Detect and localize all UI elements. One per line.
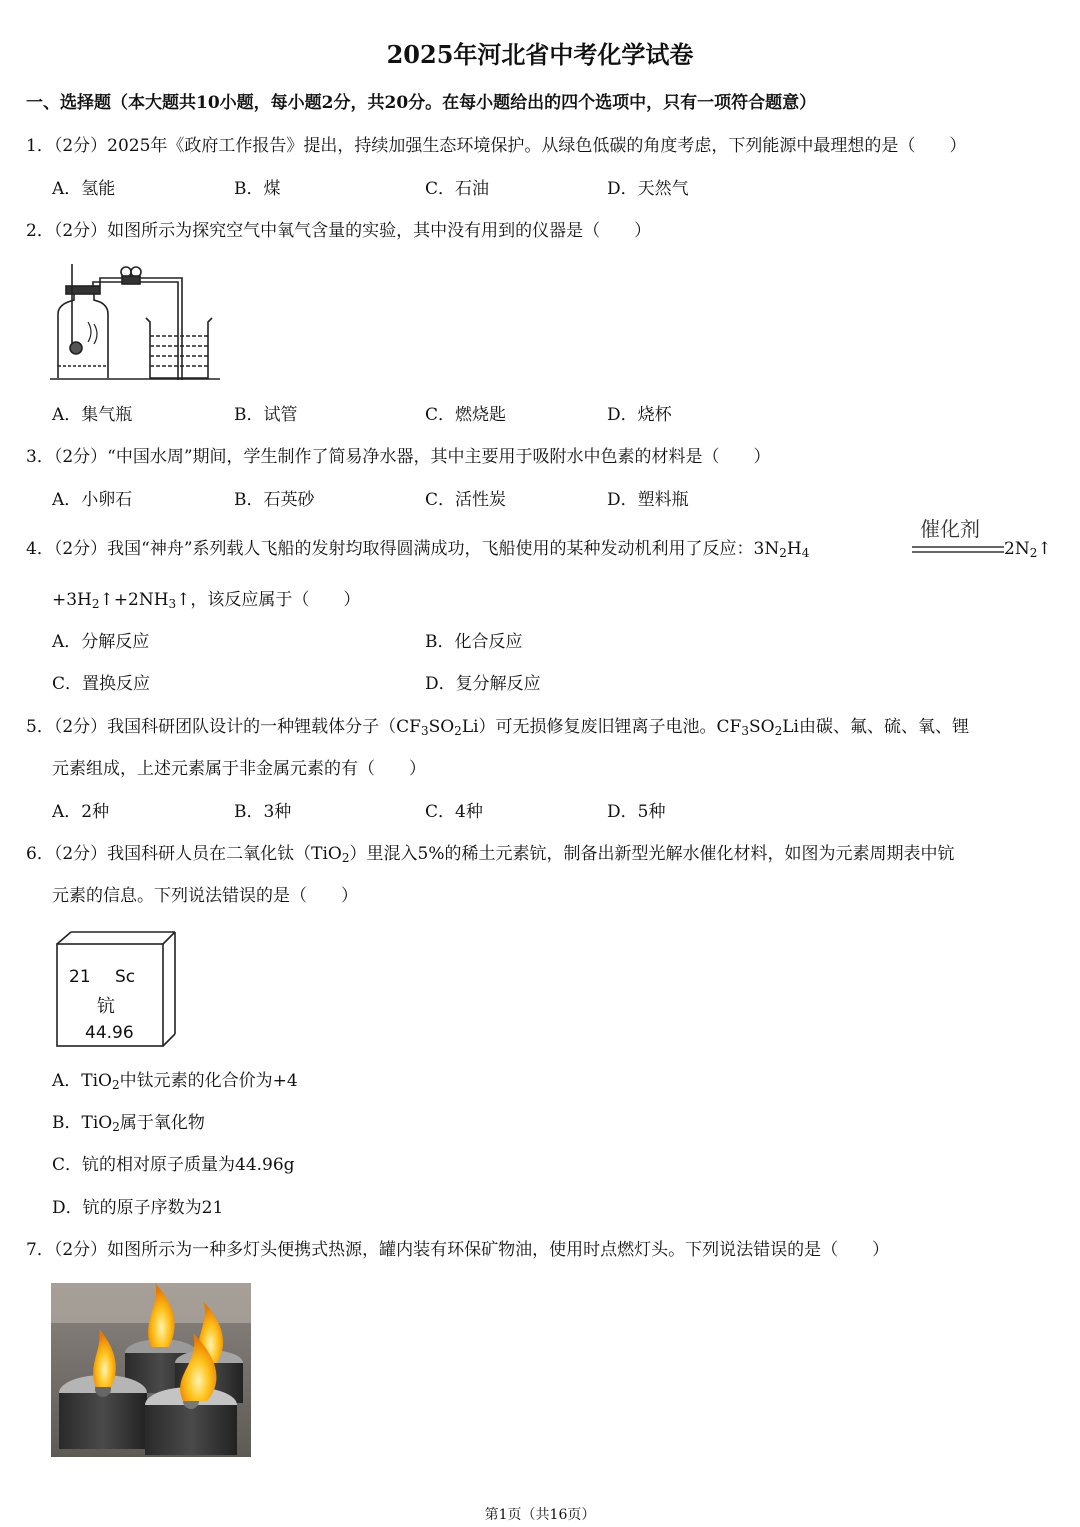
q1-option-c: C．石油 <box>425 179 490 199</box>
q5-option-b: B．3种 <box>234 802 292 822</box>
reaction-equals-sign <box>912 545 1004 555</box>
question-5-stem-line1: 5．（2分）我国科研团队设计的一种锂载体分子$(CF_3SO_2Li)$可无损修复废旧锂离子电池。$CF_3SO_2Li$由碳、氟、硫、氧、锂 <box>26 717 969 738</box>
q4-option-a: A．分解反应 <box>52 632 150 652</box>
q4-option-b: B．化合反应 <box>425 632 523 652</box>
element-name: 钪 <box>97 996 115 1017</box>
q6-option-c: C．钪的相对原子质量为44.96g <box>52 1155 295 1175</box>
q6-option-a: A．TiO$_2$中钛元素的化合价为+4 <box>52 1071 298 1092</box>
q5-option-d: D．5种 <box>607 802 666 822</box>
question-7-stem: 7．（2分）如图所示为一种多灯头便携式热源，罐内装有环保矿物油，使用时点燃灯头。下列说法错误的是（ ） <box>26 1240 890 1260</box>
q3-option-a: A．小卵石 <box>52 490 133 510</box>
catalyst-label: 催化剂 <box>920 517 980 541</box>
section-heading: 一、选择题（本大题共10小题，每小题2分，共20分。在每小题给出的四个选项中，只有一项符合题意） <box>26 93 817 113</box>
element-mass: 44.96 <box>85 1023 134 1043</box>
q3-option-b: B．石英砂 <box>234 490 315 510</box>
q5-option-a: A．2种 <box>52 802 110 822</box>
q6-option-b: B．TiO$_2$属于氧化物 <box>52 1113 205 1134</box>
element-number: 21 <box>69 967 91 987</box>
q3-option-d: D．塑料瓶 <box>607 490 689 510</box>
oxygen-experiment-figure <box>48 262 223 384</box>
q4-reactant: $3N_2H_4$ <box>753 539 810 560</box>
question-3-stem: 3．（2分）“中国水周”期间，学生制作了简易净水器，其中主要用于吸附水中色素的材料是（ ） <box>26 447 771 467</box>
element-cell-figure <box>55 930 180 1050</box>
question-4-stem-line1 <box>26 538 809 560</box>
question-4-stem-line2: $+3H_2↑+2NH_3↑$，该反应属于（ ） <box>52 590 361 611</box>
q5-option-c: C．4种 <box>425 802 483 822</box>
question-5-stem-line2: 元素组成，上述元素属于非金属元素的有（ ） <box>52 759 426 779</box>
q3-option-c: C．活性炭 <box>425 490 507 510</box>
element-symbol: Sc <box>115 967 136 987</box>
q4-stem-text: 4．（2分）我国“神舟”系列载人飞船的发射均取得圆满成功，飞船使用的某种发动机利用了反应： <box>26 539 754 559</box>
q6-option-d: D．钪的原子序数为21 <box>52 1198 224 1218</box>
q2-option-a: A．集气瓶 <box>52 405 133 425</box>
q4-option-d: D．复分解反应 <box>425 674 541 694</box>
question-6-stem-line1: 6．（2分）我国科研人员在二氧化钛（TiO$_2$）里混入5%的稀土元素钪，制备出新型光解水催化材料，如图为元素周期表中钪 <box>26 844 955 865</box>
question-6-stem-line2: 元素的信息。下列说法错误的是（ ） <box>52 886 358 906</box>
page-footer: 第1页（共16页） <box>484 1507 596 1523</box>
question-2-stem: 2．（2分）如图所示为探究空气中氧气含量的实验，其中没有用到的仪器是（ ） <box>26 221 652 241</box>
q1-option-d: D．天然气 <box>607 179 689 199</box>
q1-option-b: B．煤 <box>234 179 281 199</box>
q1-option-a: A．氢能 <box>52 179 116 199</box>
q2-option-d: D．烧杯 <box>607 405 672 425</box>
q2-option-c: C．燃烧匙 <box>425 405 507 425</box>
question-1-stem: 1．（2分）2025年《政府工作报告》提出，持续加强生态环境保护。从绿色低碳的角度考虑，下列能源中最理想的是（ ） <box>26 136 967 156</box>
q4-product-1: $2N_2↑$ <box>1004 539 1052 560</box>
q4-option-c: C．置换反应 <box>52 674 151 694</box>
page-title: 2025年河北省中考化学试卷 <box>386 40 694 69</box>
portable-heat-source-photo <box>51 1283 251 1457</box>
q2-option-b: B．试管 <box>234 405 298 425</box>
